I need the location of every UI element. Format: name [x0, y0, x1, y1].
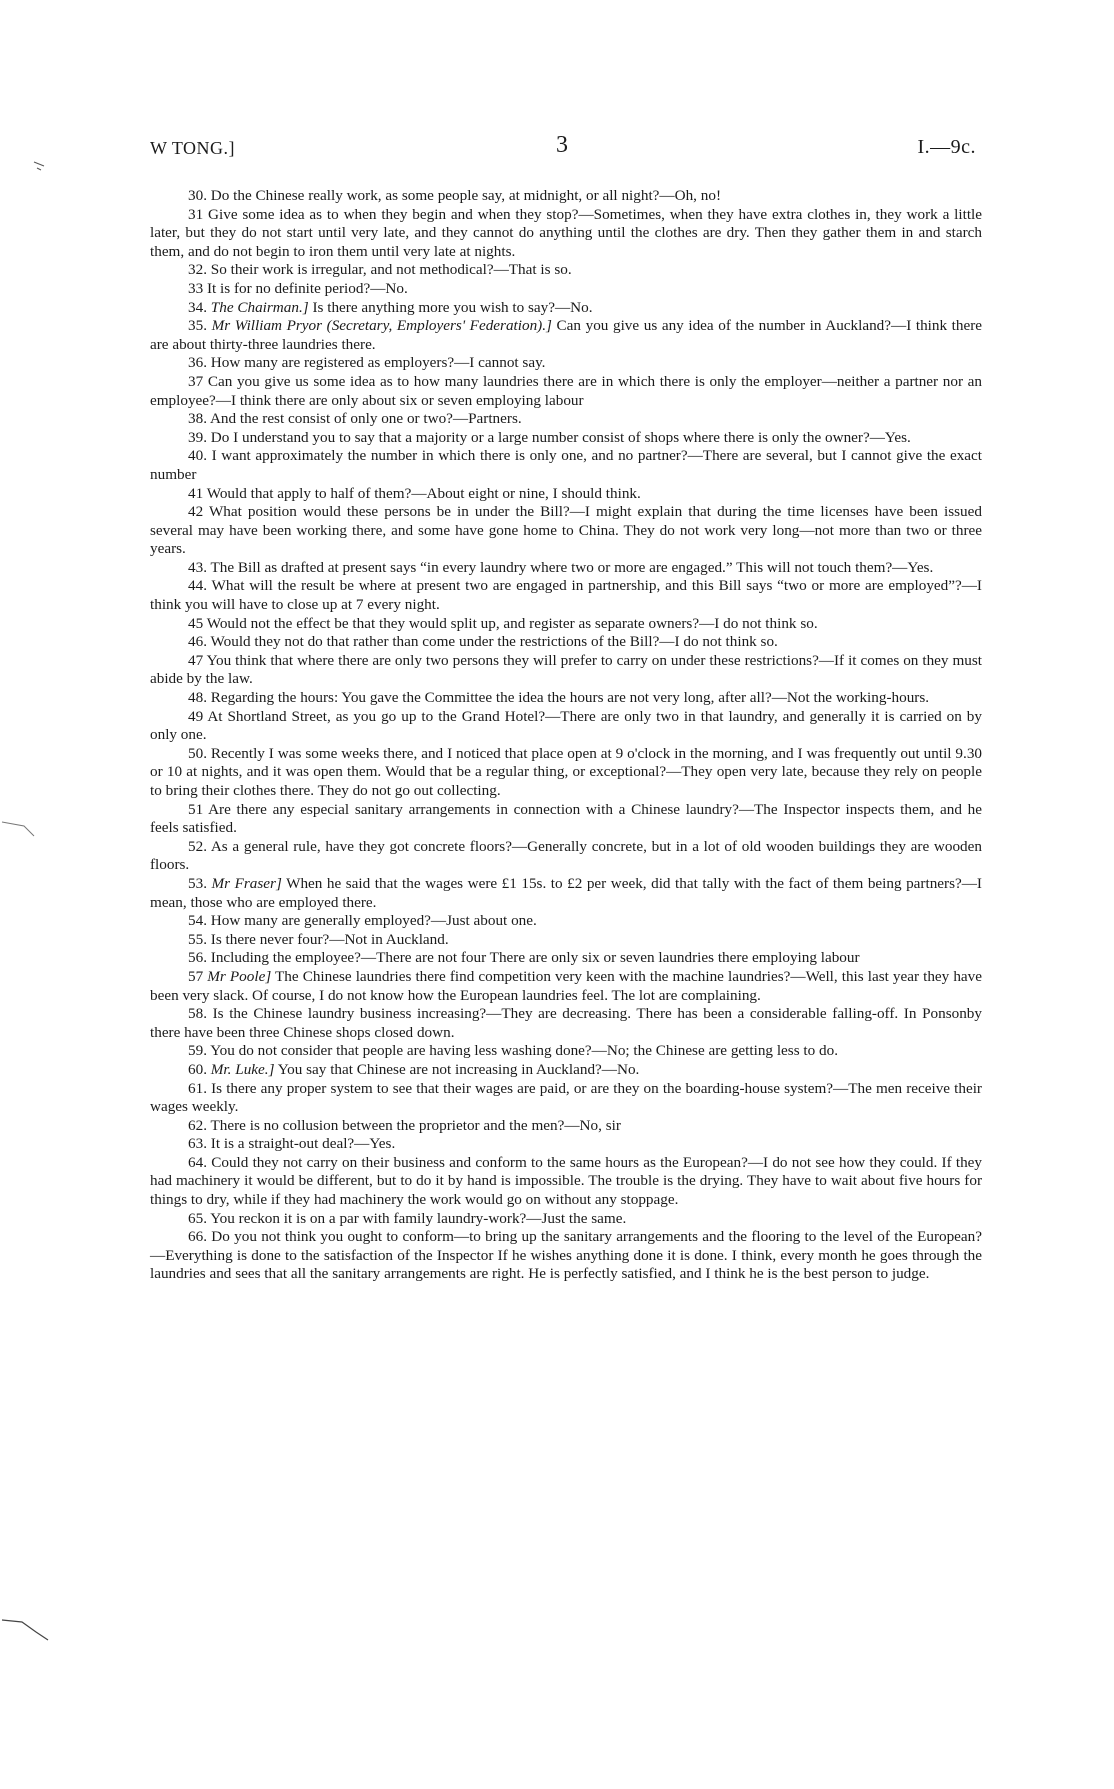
question-paragraph [150, 1135, 982, 1154]
question-text: The Bill as drafted at present says “in every laundry where two or more are engaged.” This will not touch them?—Yes. [210, 558, 934, 576]
question-number: 34. [188, 298, 207, 316]
question-text: You think that where there are only two persons they will prefer to carry on under these restrictions?—If it comes on they must abide by the law. [150, 651, 982, 688]
question-text: What will the result be where at present two are engaged in partnership, and this Bill says “two or more are employed”?—I think you will have to close up at 7 every night. [150, 577, 982, 614]
question-text: Recently I was some weeks there, and I noticed that place open at 9 o'clock in the morning, and I was frequently out until 9.30 or 10 at nights, and it was open them. Would that be a regular thing, or exceptional?—They open very late, because they rely on people to bring their clothes there. They do not go out collecting. [150, 744, 983, 799]
question-number: 36. [188, 354, 207, 372]
question-paragraph [150, 354, 982, 373]
question-text: Could they not carry on their business and conform to the same hours as the European?—I do not see how they could. If they had machinery it would be different, but to do it by hand is impossible. The trouble is the drying. They have to wait about five hours for things to dry, while if they had machinery the work would go on without any stoppage. [150, 1153, 983, 1209]
question-paragraph [150, 1042, 982, 1061]
question-number: 58. [188, 1005, 207, 1023]
question-number: 55. [188, 930, 207, 948]
question-number: 54. [188, 912, 207, 930]
question-text: The Chinese laundries there find competition very keen with the machine laundries?—Well, this last year they have been very slack. Of course, I do not know how the European laundries feel. The lot are complaining. [150, 967, 982, 1004]
question-text: So their work is irregular, and not methodical?—That is so. [210, 261, 572, 279]
question-number: 53. [188, 874, 207, 892]
question-number: 49 [188, 707, 204, 725]
question-text: What position would these persons be in under the Bill?—I might explain that during the time licenses have been issued several may have been working there, and some have gone home to China. They do not work very long—not more than two or three years. [150, 503, 982, 558]
question-text: It is for no definite period?—No. [206, 279, 408, 297]
question-text: Can you give us some idea as to how many laundries there are in which there is only the employer—neither a partner nor an employee?—I think there are only about six or seven employing labour [150, 372, 982, 409]
question-number: 56. [188, 949, 207, 967]
question-number: 65. [188, 1209, 207, 1227]
question-paragraph [150, 1005, 982, 1042]
question-number: 33 [188, 279, 204, 297]
question-number: 30. [188, 187, 207, 204]
question-paragraph [150, 261, 982, 280]
question-text: Is there anything more you wish to say?—No. [312, 298, 593, 316]
question-paragraph [150, 1080, 982, 1117]
question-number: 31 [188, 205, 204, 223]
question-text: There is no collusion between the proprietor and the men?—No, sir [210, 1116, 621, 1134]
question-number: 52. [188, 837, 207, 855]
header-witness-name: W TONG.] [150, 138, 235, 158]
question-paragraph [150, 410, 982, 429]
question-paragraph [150, 317, 982, 354]
question-text: It is a straight-out deal?—Yes. [210, 1135, 396, 1153]
question-number: 46. [188, 633, 207, 651]
question-text: How many are registered as employers?—I cannot say. [210, 354, 546, 372]
question-number: 45 [188, 614, 204, 632]
question-text: Is there any proper system to see that their wages are paid, or are they on the boarding-house system?—The men receive their wages weekly. [150, 1079, 982, 1116]
question-number: 47 [188, 651, 204, 669]
question-text: Regarding the hours: You gave the Committee the idea the hours are not very long, after all?—Not the working-hours. [210, 689, 930, 707]
question-number: 44. [188, 577, 207, 595]
testimony-body [150, 187, 982, 1284]
question-paragraph [150, 373, 982, 410]
question-paragraph [150, 745, 982, 801]
question-text: Would that apply to half of them?—About eight or nine, I should think. [206, 484, 641, 502]
question-number: 39. [188, 428, 207, 446]
question-text: As a general rule, have they got concrete floors?—Generally concrete, but in a lot of old wooden buildings they are wooden floors. [150, 837, 982, 874]
question-paragraph [150, 206, 982, 262]
question-number: 57 [188, 967, 204, 985]
question-paragraph [150, 1117, 982, 1136]
question-number: 60. [188, 1060, 207, 1078]
question-text: When he said that the wages were £1 15s. to £2 per week, did that tally with the fact of them being partners?—I mean, those who are employed there. [150, 874, 982, 911]
question-paragraph [150, 949, 982, 968]
question-text: Give some idea as to when they begin and when they stop?—Sometimes, when they have extra clothes in, they work a little later, but they do not start until very late, and they cannot do anything until the clothes are dry. Then they gather them in and starch them, and do not begin to iron them until very late at nights. [150, 205, 982, 260]
question-paragraph [150, 875, 982, 912]
question-text: You say that Chinese are not increasing in Auckland?—No. [277, 1060, 640, 1078]
question-number: 63. [188, 1135, 207, 1153]
page-number: 3 [556, 132, 569, 158]
question-text: You do not consider that people are having less washing done?—No; the Chinese are getting less to do. [210, 1042, 838, 1060]
question-paragraph [150, 485, 982, 504]
question-number: 62. [188, 1116, 207, 1134]
question-number: 48. [188, 689, 207, 707]
question-paragraph [150, 280, 982, 299]
question-text: Can you give us any idea of the number in Auckland?—I think there are about thirty-three laundries there. [150, 317, 983, 353]
question-text: Is the Chinese laundry business increasing?—They are decreasing. There has been a considerable falling-off. In Ponsonby there have been three Chinese shops closed down. [150, 1005, 982, 1041]
speaker-name: Mr William Pryor (Secretary, Employers' Federation).] [211, 317, 552, 335]
question-number: 40. [188, 447, 207, 465]
question-text: Is there never four?—Not in Auckland. [210, 930, 449, 948]
document-reference: I.—9c. [917, 136, 976, 158]
question-text: How many are generally employed?—Just about one. [210, 912, 537, 930]
question-text: Including the employee?—There are not four There are only six or seven laundries there employing labour [210, 949, 860, 967]
question-text: Would they not do that rather than come under the restrictions of the Bill?—I do not think so. [210, 633, 778, 651]
question-paragraph [150, 577, 982, 614]
question-number: 51 [188, 800, 204, 818]
question-paragraph [150, 615, 982, 634]
question-number: 35. [188, 317, 207, 335]
question-number: 64. [188, 1153, 207, 1171]
question-paragraph [150, 1154, 982, 1210]
question-text: Are there any especial sanitary arrangements in connection with a Chinese laundry?—The Inspector inspects them, and he feels satisfied. [150, 800, 983, 837]
question-number: 50. [188, 744, 207, 762]
question-paragraph [150, 187, 982, 206]
question-number: 37 [188, 372, 204, 390]
question-number: 59. [188, 1042, 207, 1060]
question-paragraph [150, 1228, 982, 1284]
question-text: You reckon it is on a par with family laundry-work?—Just the same. [210, 1209, 627, 1227]
question-number: 32. [188, 261, 207, 279]
question-paragraph [150, 931, 982, 950]
speaker-name: Mr Poole] [207, 967, 272, 985]
question-paragraph [150, 429, 982, 448]
speaker-name: Mr. Luke.] [210, 1060, 275, 1078]
question-text: And the rest consist of only one or two?—Partners. [209, 410, 522, 428]
question-paragraph [150, 801, 982, 838]
question-text: I want approximately the number in which there is only one, and no partner?—There are several, but I cannot give the exact number [150, 447, 983, 483]
question-number: 66. [188, 1228, 207, 1246]
question-text: At Shortland Street, as you go up to the Grand Hotel?—There are only two in that laundry, and generally it is carried on by only one. [150, 707, 982, 744]
question-number: 43. [188, 558, 207, 576]
question-paragraph [150, 689, 982, 708]
question-paragraph [150, 559, 982, 578]
speaker-name: Mr Fraser] [211, 874, 282, 892]
question-number: 41 [188, 484, 204, 502]
question-paragraph [150, 633, 982, 652]
question-paragraph [150, 1210, 982, 1229]
speaker-name: The Chairman.] [210, 298, 309, 316]
question-text: Do you not think you ought to conform—to bring up the sanitary arrangements and the flooring to the level of the European?—Everything is done to the satisfaction of the Inspector If he wishes anything done it is done. I think, every month he goes through the laundries and sees that all the sanitary arrangements are right. He is perfectly satisfied, and I think he is the best person to judge. [150, 1228, 983, 1283]
question-text: Do I understand you to say that a majority or a large number consist of shops where there is only the owner?—Yes. [210, 428, 911, 446]
question-number: 42 [188, 503, 204, 521]
question-paragraph [150, 708, 982, 745]
question-number: 61. [188, 1079, 207, 1097]
question-paragraph [150, 968, 982, 1005]
question-paragraph [150, 503, 982, 559]
question-paragraph [150, 838, 982, 875]
question-paragraph [150, 299, 982, 318]
question-paragraph [150, 912, 982, 931]
question-paragraph [150, 652, 982, 689]
question-number: 38. [188, 410, 207, 428]
question-paragraph [150, 1061, 982, 1080]
question-text: Would not the effect be that they would split up, and register as separate owners?—I do not think so. [206, 614, 818, 632]
question-paragraph [150, 447, 982, 484]
question-text: Do the Chinese really work, as some people say, at midnight, or all night?—Oh, no! [210, 187, 722, 204]
